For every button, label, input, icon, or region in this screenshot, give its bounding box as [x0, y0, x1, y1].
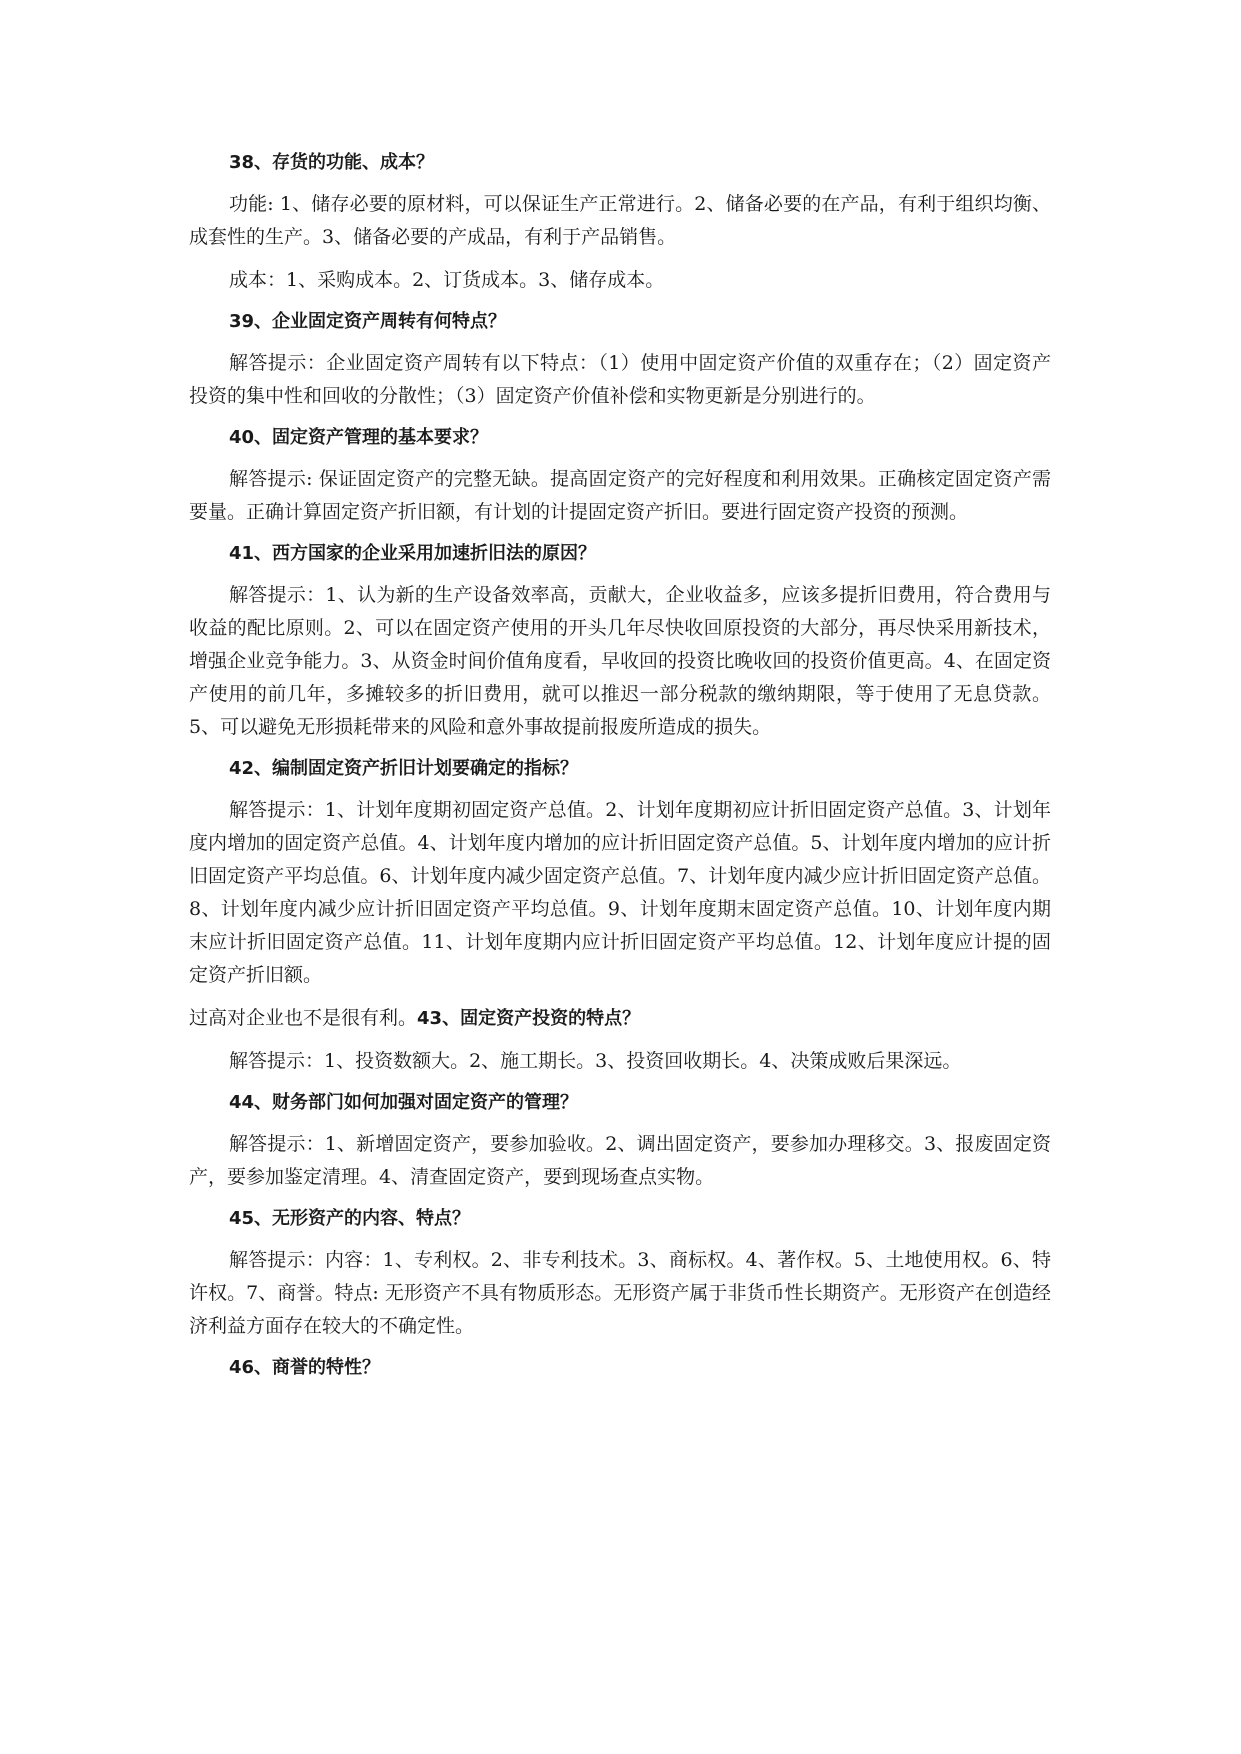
answer-41: 解答提示：1、认为新的生产设备效率高，贡献大，企业收益多，应该多提折旧费用，符合费用与收益的配比原则。2、可以在固定资产使用的开头几年尽快收回原投资的大部分，再尽快采用新技术，增强企业竞争能力。3、从资金时间价值角度看，早收回的投资比晚收回的投资价值更高。4、在固定资产使用的前几年，多摊较多的折旧费用，就可以推迟一部分税款的缴纳期限，等于使用了无息贷款。5、可以避免无形损耗带来的风险和意外事故提前报废所造成的损失。 — [189, 584, 1051, 738]
document-page — [189, 148, 1051, 1393]
question-41: 41、西方国家的企业采用加速折旧法的原因？ — [229, 543, 597, 564]
answer-39: 解答提示：企业固定资产周转有以下特点：（1）使用中固定资产价值的双重存在；（2）固定资产投资的集中性和回收的分散性；（3）固定资产价值补偿和实物更新是分别进行的。 — [189, 352, 1051, 407]
answer-42: 解答提示：1、计划年度期初固定资产总值。2、计划年度期初应计折旧固定资产总值。3、计划年度内增加的固定资产总值。4、计划年度内增加的应计折旧固定资产总值。5、计划年度内增加的应计折旧固定资产平均总值。6、计划年度内减少固定资产总值。7、计划年度内减少应计折旧固定资产总值。8、计划年度内减少应计折旧固定资产平均总值。9、计划年度期末固定资产总值。10、计划年度内期末应计折旧固定资产总值。11、计划年度期内应计折旧固定资产平均总值。12、计划年度应计提的固定资产折旧额。 — [189, 799, 1051, 986]
question-44: 44、财务部门如何加强对固定资产的管理？ — [229, 1092, 579, 1113]
line-prefix: 过高对企业也不是很有利。 — [189, 1007, 418, 1029]
question-43: 43、固定资产投资的特点？ — [417, 1008, 641, 1029]
question-38: 38、存货的功能、成本？ — [229, 152, 435, 173]
question-40: 40、固定资产管理的基本要求？ — [229, 427, 489, 448]
answer-43: 解答提示：1、投资数额大。2、施工期长。3、投资回收期长。4、决策成败后果深远。 — [229, 1050, 962, 1072]
answer-45: 解答提示：内容：1、专利权。2、非专利技术。3、商标权。4、著作权。5、土地使用权。6、特许权。7、商誉。特点: 无形资产不具有物质形态。无形资产属于非货币性长期资产。无形资产在创造经济利益方面存在较大的不确定性。 — [189, 1249, 1051, 1337]
answer-44: 解答提示：1、新增固定资产，要参加验收。2、调出固定资产，要参加办理移交。3、报废固定资产，要参加鉴定清理。4、清查固定资产，要到现场查点实物。 — [189, 1133, 1051, 1188]
question-45: 45、无形资产的内容、特点？ — [229, 1208, 471, 1229]
question-42: 42、编制固定资产折旧计划要确定的指标？ — [229, 758, 579, 779]
answer-38-costs: 成本：1、采购成本。2、订货成本。3、储存成本。 — [229, 269, 665, 291]
question-46: 46、商誉的特性？ — [229, 1357, 381, 1378]
answer-38-functions: 功能: 1、储存必要的原材料，可以保证生产正常进行。2、储备必要的在产品，有利于组织均衡、成套性的生产。3、储备必要的产成品，有利于产品销售。 — [189, 193, 1051, 248]
line-with-question-43 — [189, 1002, 1051, 1035]
answer-40: 解答提示: 保证固定资产的完整无缺。提高固定资产的完好程度和利用效果。正确核定固定资产需要量。正确计算固定资产折旧额，有计划的计提固定资产折旧。要进行固定资产投资的预测。 — [189, 468, 1051, 523]
question-39: 39、企业固定资产周转有何特点？ — [229, 311, 507, 332]
